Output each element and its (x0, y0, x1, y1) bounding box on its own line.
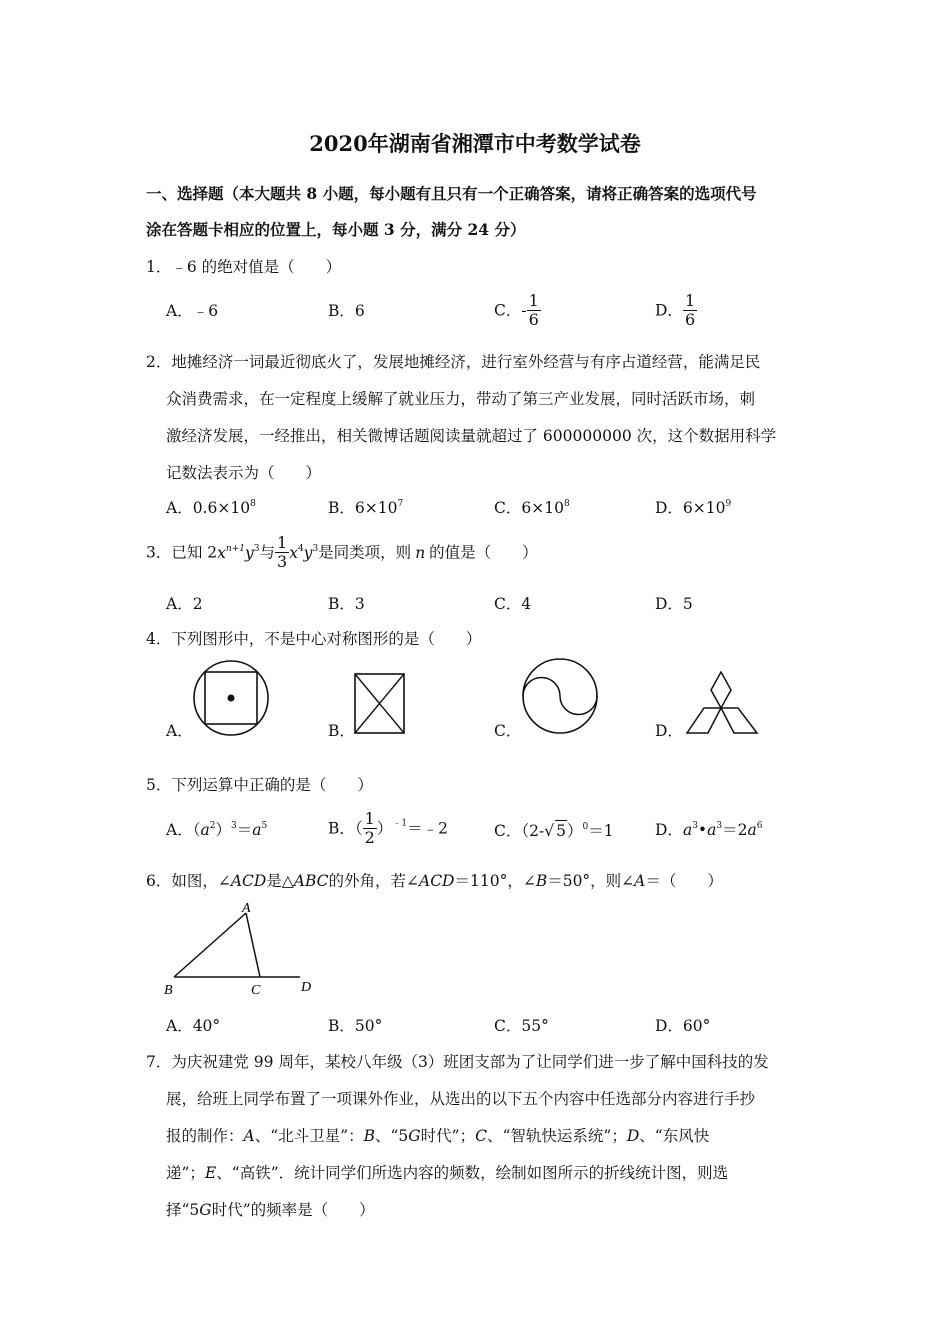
q2-option-d (655, 498, 731, 518)
q5-d-e1: 3 (692, 821, 698, 831)
q5-a-e1: 2 (209, 821, 216, 831)
q5-a-pre: A．（ (166, 821, 201, 839)
q5-option-c (494, 820, 614, 841)
label-d: D (301, 980, 312, 995)
q7-l3-s1: 、“北斗卫星”： (254, 1127, 364, 1145)
q1-d-numerator: 1 (684, 291, 696, 310)
q5-c-pre: C．（2- (494, 822, 545, 840)
label-c: C (251, 983, 261, 998)
q2-b-exp: 7 (397, 499, 404, 509)
q6-pre: 6．如图，∠ (146, 872, 231, 890)
q4-stem: 4．下列图形中，不是中心对称图形的是（ ） (146, 630, 482, 648)
q5-d-a3: a (747, 821, 757, 839)
q6-s2: 的外角，若∠ (328, 872, 419, 890)
q2-line3: 激经济发展，一经推出，相关微博话题阅读量就超过了 600000000 次，这个数据用科学 (166, 427, 777, 445)
q1-option-c (494, 292, 541, 329)
q2-c-text: C．6×10 (494, 499, 564, 517)
q4-option-b: B． (328, 722, 355, 740)
q6-stem (146, 871, 723, 891)
q5-d-eq: ＝2 (722, 821, 748, 839)
q3-option-a: A．2 (166, 595, 203, 613)
q5-option-a (166, 820, 267, 840)
q5-d-dot: • (697, 821, 708, 839)
q6-option-b: B．50° (328, 1017, 383, 1035)
q5-b-fraction (363, 810, 377, 847)
q7-line3 (166, 1126, 709, 1146)
q6-a: A (634, 872, 646, 890)
q3-exp-y: 3 (253, 543, 260, 554)
q3-exp-y2: 3 (312, 543, 319, 554)
q4-figure-b (354, 673, 406, 735)
q7-line2: 展，给班上同学布置了一项课外作业，从选出的以下五个内容中任选部分内容进行手抄 (166, 1090, 756, 1108)
q5-c-tail: ＝1 (588, 822, 614, 840)
q5-d-a2: a (707, 821, 717, 839)
q1-option-b: B．6 (328, 302, 365, 320)
q7-line4 (166, 1163, 728, 1183)
q2-line4: 记数法表示为（ ） (166, 464, 322, 482)
q1-d-denominator: 6 (684, 310, 696, 329)
q1-stem: 1．﹣6 的绝对值是（ ） (146, 258, 342, 276)
q2-line2: 众消费需求，在一定程度上缓解了就业压力，带动了第三产业发展，同时活跃市场，刺 (166, 390, 756, 408)
q5-c-mid: ） (566, 822, 583, 840)
q3-suffix: 是同类项，则 (318, 543, 412, 562)
q7-line5 (166, 1200, 375, 1220)
q4-option-a: A． (166, 722, 193, 740)
q4-figure-c (520, 658, 600, 738)
q7-l3-s4: 、“智轨快运系统”； (486, 1127, 627, 1145)
q7-l3-d: D (626, 1127, 640, 1145)
q2-option-c (494, 498, 570, 518)
q7-l3-c: C (475, 1127, 487, 1145)
q7-l3-s5: 、“东风快 (639, 1127, 710, 1145)
q5-b-num: 1 (364, 809, 375, 828)
q5-option-d (655, 820, 762, 840)
q2-d-text: D．6×10 (655, 499, 726, 517)
q6-abc: ABC (293, 872, 329, 890)
q3-frac-den: 3 (277, 552, 288, 571)
q7-line1: 7．为庆祝建党 99 周年，某校八年级（3）班团支部为了让同学们进一步了解中国科技的发 (146, 1053, 769, 1071)
q5-a-base2: a (252, 821, 262, 839)
q1-c-numerator: 1 (528, 291, 539, 310)
q5-c-radicand: 5 (556, 822, 566, 840)
q5-b-pre: B．（ (328, 819, 363, 838)
q5-d-e2: 3 (716, 821, 723, 831)
q7-l5-g: G (199, 1201, 212, 1219)
q3-option-c: C．4 (494, 595, 532, 613)
q5-a-e2: 3 (230, 821, 237, 831)
q6-s1: 是△ (266, 872, 294, 890)
label-b: B (164, 983, 173, 998)
q2-option-a (166, 498, 256, 518)
q3-tail: 的值是（ ） (429, 543, 538, 562)
q5-stem: 5．下列运算中正确的是（ ） (146, 776, 373, 794)
q2-option-b (328, 498, 403, 518)
q5-a-base: a (200, 821, 210, 839)
q7-l5-s: 时代”的频率是（ ） (211, 1201, 375, 1219)
q7-l3-pre: 报的制作： (166, 1127, 244, 1145)
q5-a-mid: ） (215, 821, 231, 839)
q1-option-d (655, 292, 697, 329)
q5-b-tail: ＝﹣2 (407, 819, 448, 838)
q3-exp-x2: 4 (297, 543, 304, 554)
q3-option-d: D．5 (655, 595, 693, 613)
q5-option-b (328, 810, 448, 847)
q3-x: x (217, 543, 226, 562)
q3-x2: x (289, 543, 298, 562)
q5-b-mid: ） (376, 819, 393, 838)
q2-line1: 2．地摊经济一词最近彻底火了，发展地摊经济，进行室外经营与有序占道经营，能满足民 (146, 353, 761, 371)
q3-prefix: 3．已知 2 (146, 543, 218, 562)
q7-l3-b: B (363, 1127, 375, 1145)
q5-d-pre: D． (655, 821, 683, 839)
q4-figure-d (684, 671, 760, 735)
q3-frac-num: 1 (277, 533, 288, 552)
q6-s4: ＝50°，则∠ (547, 872, 635, 890)
q2-d-exp: 9 (725, 499, 732, 509)
q6-s5: ＝（ ） (645, 872, 723, 890)
q4-figure-a (192, 660, 270, 738)
q1-d-prefix: D． (655, 301, 683, 320)
q3-y2: y (303, 543, 313, 562)
q3-exp1: n+1 (225, 543, 245, 554)
q5-c-sqrt-sign: √ (544, 822, 555, 840)
q6-option-c: C．55° (494, 1017, 549, 1035)
q2-b-text: B．6×10 (328, 499, 398, 517)
q5-b-exp: ﹣1 (392, 818, 408, 829)
q5-d-a1: a (682, 821, 693, 839)
q4-option-d: D． (655, 722, 683, 740)
q1-option-a: A．﹣6 (166, 302, 219, 320)
q6-triangle-figure (160, 898, 330, 998)
q1-c-denominator: 6 (528, 310, 539, 329)
q5-a-e3: 5 (261, 821, 268, 831)
q2-c-exp: 8 (563, 499, 570, 509)
q3-n: n (415, 543, 426, 562)
q6-acd: ACD (230, 872, 267, 890)
q5-c-exp: 0 (582, 822, 589, 832)
q6-option-d: D．60° (655, 1017, 711, 1035)
q3-mid: 与 (259, 543, 275, 562)
page-title: 2020年湖南省湘潭市中考数学试卷 (309, 131, 641, 156)
q7-l3-s3: 时代”； (420, 1127, 476, 1145)
q7-l5-pre: 择“5 (166, 1201, 200, 1219)
label-a: A (242, 901, 251, 916)
q7-l4-e: E (204, 1164, 217, 1182)
q6-b: B (535, 872, 548, 890)
q7-l3-g: G (408, 1127, 421, 1145)
q7-l4-s: 、“高铁”．统计同学们所选内容的频数，绘制如图所示的折线统计图，则选 (216, 1164, 729, 1182)
section-heading-line2: 涂在答题卡相应的位置上，每小题 3 分，满分 24 分） (146, 220, 526, 239)
section-heading-line1: 一、选择题（本大题共 8 小题，每小题有且只有一个正确答案，请将正确答案的选项代号 (146, 184, 757, 203)
q2-a-text: A．0.6×10 (166, 499, 251, 517)
q5-b-den: 2 (364, 828, 375, 847)
q7-l4-pre: 递”； (166, 1164, 205, 1182)
q7-l3-s2: 、“5 (374, 1127, 409, 1145)
q6-s3: ＝110°，∠ (454, 872, 536, 890)
q6-option-a: A．40° (166, 1017, 221, 1035)
q3-stem (146, 534, 538, 571)
q3-y: y (244, 543, 254, 562)
q1-d-fraction (683, 292, 697, 329)
q4-option-c: C． (494, 722, 522, 740)
q5-d-e3: 6 (756, 821, 763, 831)
q3-fraction (275, 534, 289, 571)
q5-a-eq: ＝ (236, 821, 253, 839)
q1-c-fraction (527, 292, 541, 329)
q2-a-exp: 8 (250, 499, 256, 509)
q1-c-prefix: C．- (494, 301, 527, 320)
q3-option-b: B．3 (328, 595, 365, 613)
q7-l3-a: A (243, 1127, 255, 1145)
q6-acd2: ACD (419, 872, 455, 890)
